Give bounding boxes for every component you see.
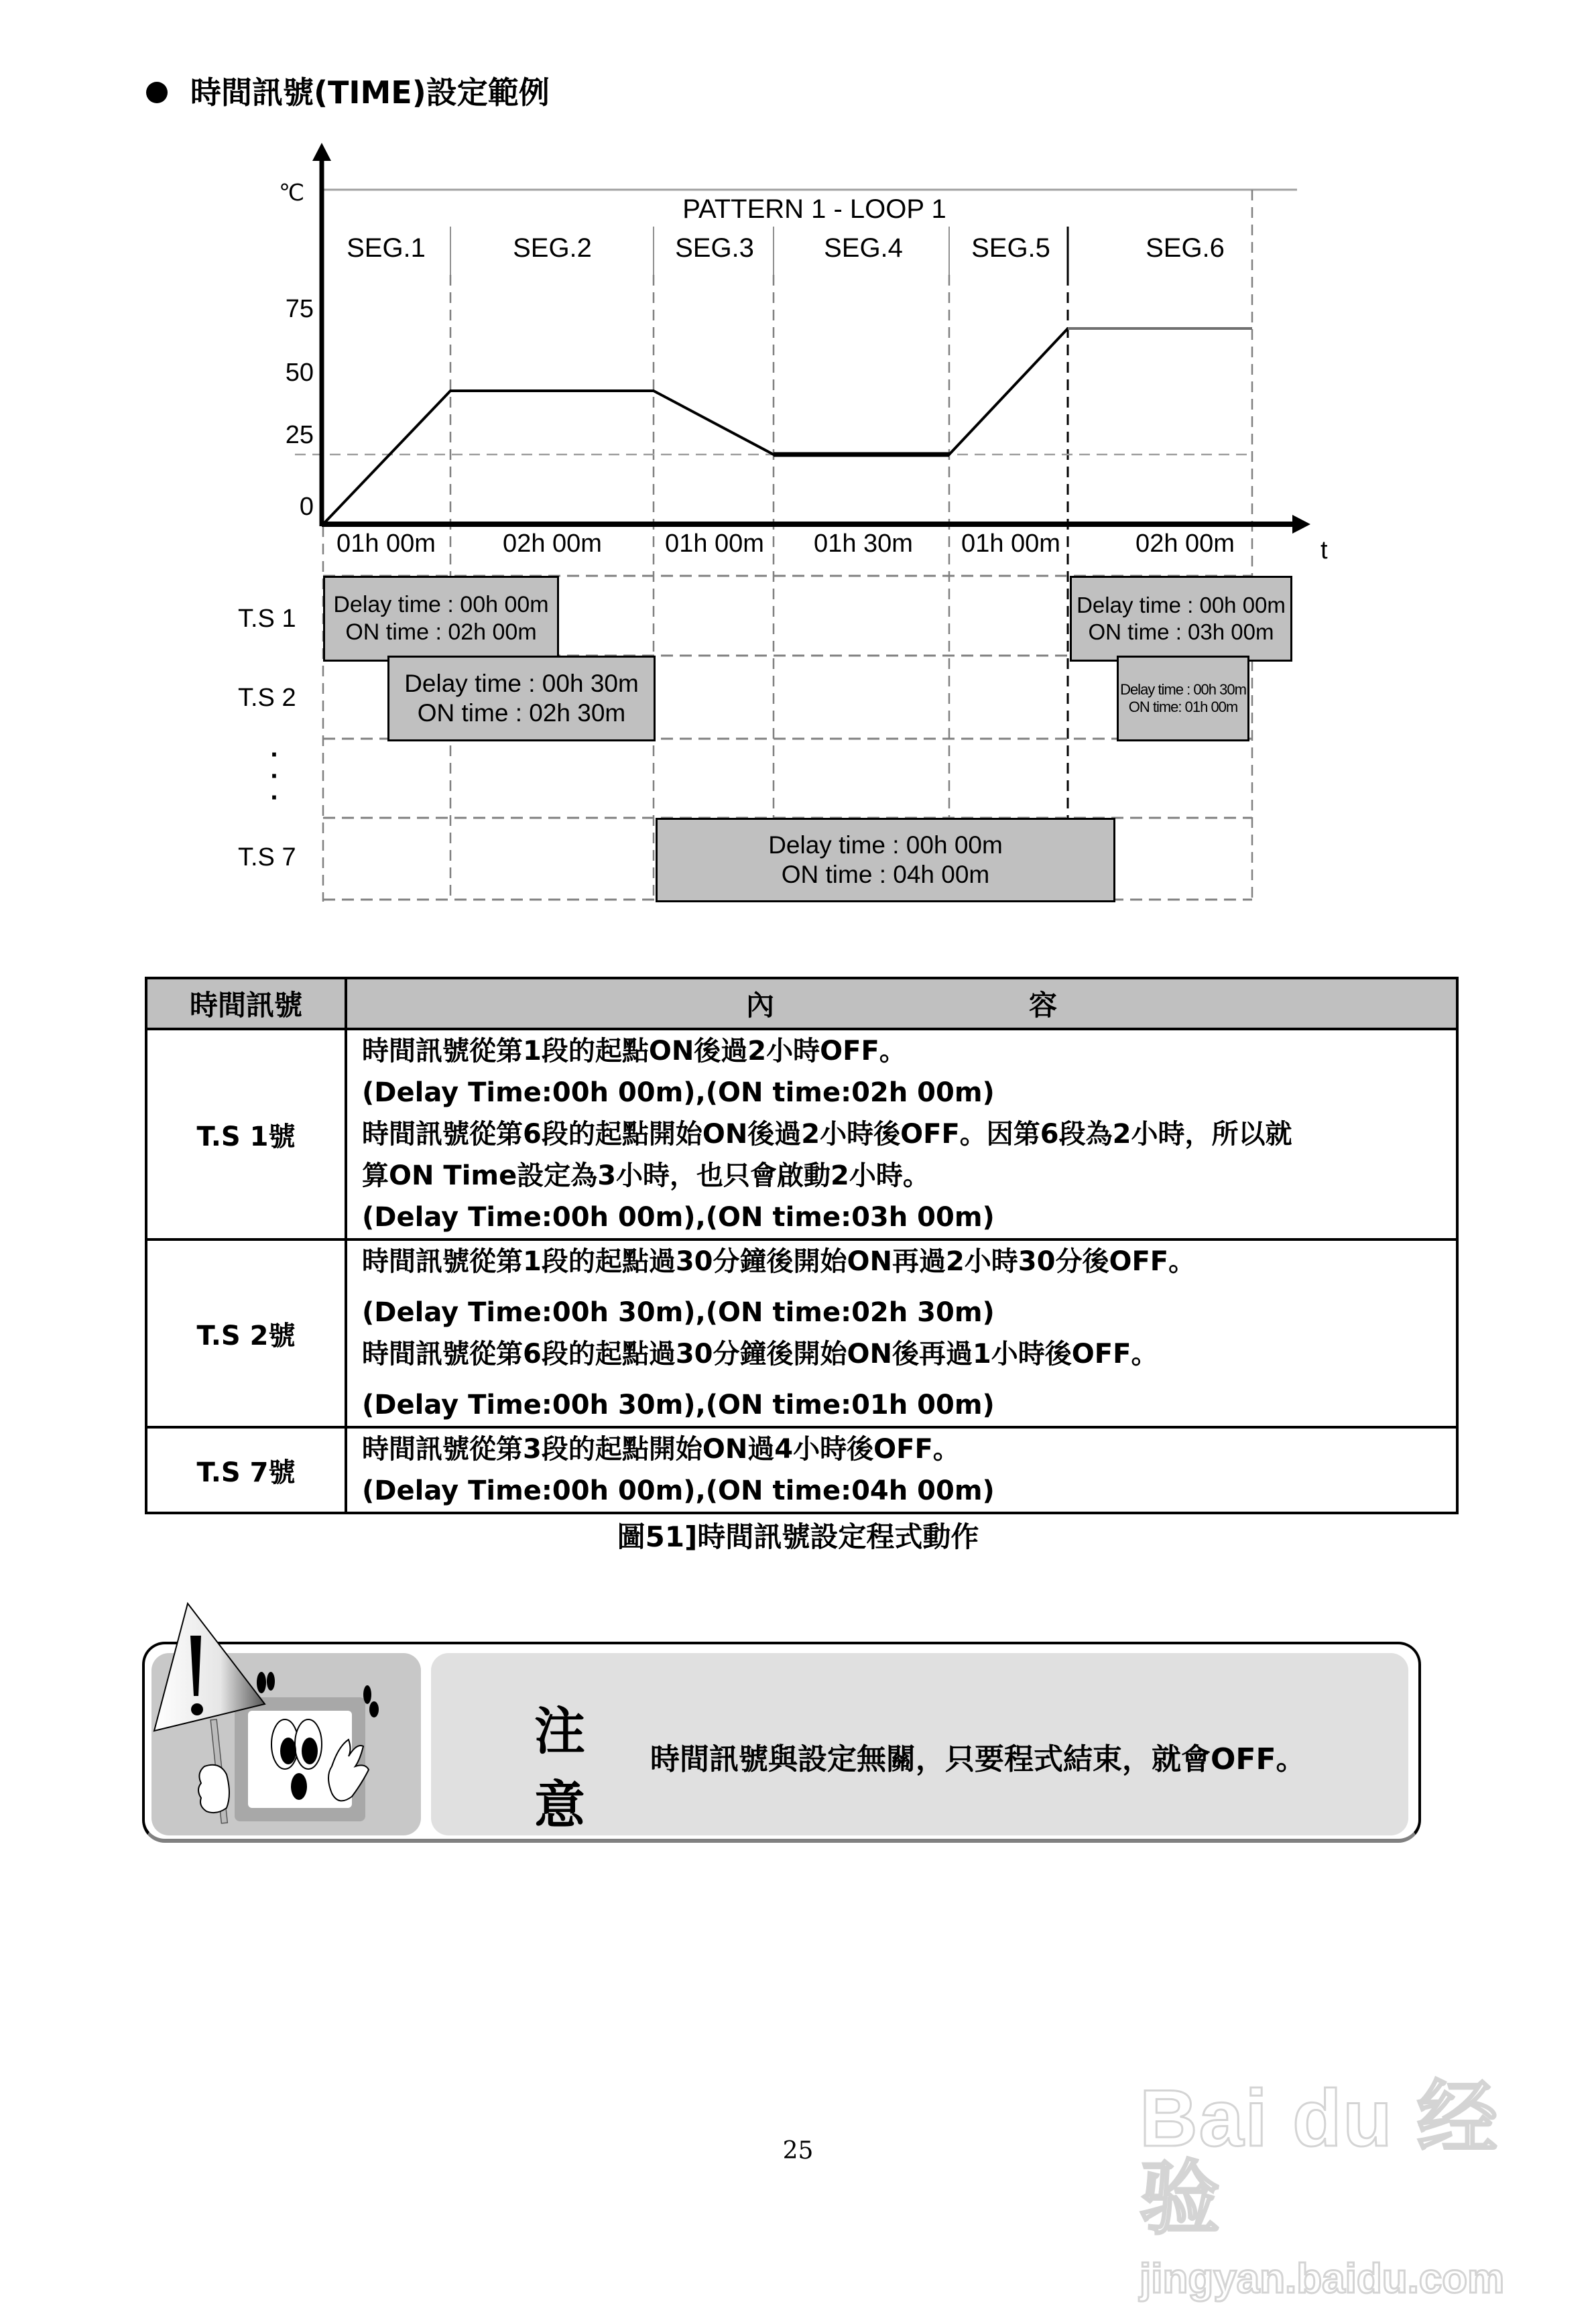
x-axis-label: t — [1321, 536, 1328, 564]
baidu-watermark — [1140, 2073, 1515, 2306]
segment-label-3: SEG.3 — [675, 233, 754, 263]
table-row — [146, 1239, 1457, 1427]
ts2-box-2: Delay time : 00h 30m ON time: 01h 00m — [1117, 656, 1249, 741]
ts2-label: T.S 2 — [238, 684, 296, 712]
watermark-url: jingyan.baidu.com — [1140, 2256, 1505, 2302]
table-row — [146, 1029, 1457, 1239]
y-tick-0: 0 — [299, 493, 314, 521]
row-ts2-name: T.S 2號 — [146, 1239, 346, 1427]
notice-title: 注 意 — [534, 1701, 585, 1835]
time-signal-chart — [0, 0, 1596, 938]
row-ts7-content: 時間訊號從第3段的起點開始ON過4小時後OFF。 (Delay Time:00h 00m),(ON time:04h 00m) — [346, 1427, 1457, 1513]
chart-graphics — [0, 0, 1596, 938]
ts1-label: T.S 1 — [238, 605, 296, 633]
row-ts7-name: T.S 7號 — [146, 1427, 346, 1513]
ts1-box-2: Delay time : 00h 00m ON time : 03h 00m — [1070, 576, 1292, 662]
watermark-logo: Bai du 经验 — [1140, 2073, 1499, 2244]
duration-label-3: 01h 00m — [665, 530, 764, 558]
duration-label-2: 02h 00m — [503, 530, 602, 558]
y-tick-25: 25 — [285, 421, 314, 449]
segment-label-1: SEG.1 — [347, 233, 426, 263]
y-axis-unit: ℃ — [279, 180, 305, 206]
row-ts1-name: T.S 1號 — [146, 1029, 346, 1239]
duration-label-4: 01h 30m — [814, 530, 913, 558]
table-header-row — [146, 978, 1457, 1029]
duration-label-6: 02h 00m — [1135, 530, 1235, 558]
page-number: 25 — [782, 2137, 814, 2165]
time-signal-table — [145, 977, 1459, 1514]
row-ts1-content: 時間訊號從第1段的起點ON後過2小時OFF。 (Delay Time:00h 00m),(ON time:02h 00m) 時間訊號從第6段的起點開始ON後過2小時後OFF。因第6段為2小時，所以就 算ON Time設定為3小時，也只會啟動2小時。 (Delay Time:00h 00m),(ON time:03h 00m) — [346, 1029, 1457, 1239]
chart-title: PATTERN 1 - LOOP 1 — [682, 194, 946, 224]
segment-label-6: SEG.6 — [1146, 233, 1225, 263]
notice-message: 時間訊號與設定無關，只要程式結束，就會OFF。 — [650, 1742, 1306, 1776]
segment-label-2: SEG.2 — [513, 233, 592, 263]
ts1-box-1: Delay time : 00h 00m ON time : 02h 00m — [323, 576, 559, 662]
header-time-signal: 時間訊號 — [146, 978, 346, 1029]
duration-label-5: 01h 00m — [961, 530, 1060, 558]
warning-character-icon — [134, 1595, 429, 1857]
segment-label-5: SEG.5 — [971, 233, 1050, 263]
duration-label-1: 01h 00m — [336, 530, 436, 558]
y-tick-75: 75 — [285, 295, 314, 323]
row-ts2-content: 時間訊號從第1段的起點過30分鐘後開始ON再過2小時30分後OFF。 (Delay Time:00h 30m),(ON time:02h 30m) 時間訊號從第6段的起點過30分鐘後開始ON後再過1小時後OFF。 (Delay Time:00h 30m),(ON time:01h 00m) — [346, 1239, 1457, 1427]
y-tick-50: 50 — [285, 359, 314, 387]
ts7-label: T.S 7 — [238, 843, 296, 871]
ts7-box-1: Delay time : 00h 00m ON time : 04h 00m — [656, 818, 1115, 902]
ts2-box-1: Delay time : 00h 30m ON time : 02h 30m — [387, 656, 656, 741]
figure-caption: 圖51]時間訊號設定程式動作 — [617, 1520, 979, 1553]
table-row — [146, 1427, 1457, 1513]
segment-label-4: SEG.4 — [824, 233, 903, 263]
section-title: 時間訊號(TIME)設定範例 — [190, 74, 550, 111]
ellipsis-dots: · · · — [270, 740, 280, 812]
header-content: 內 容 — [346, 978, 1457, 1029]
